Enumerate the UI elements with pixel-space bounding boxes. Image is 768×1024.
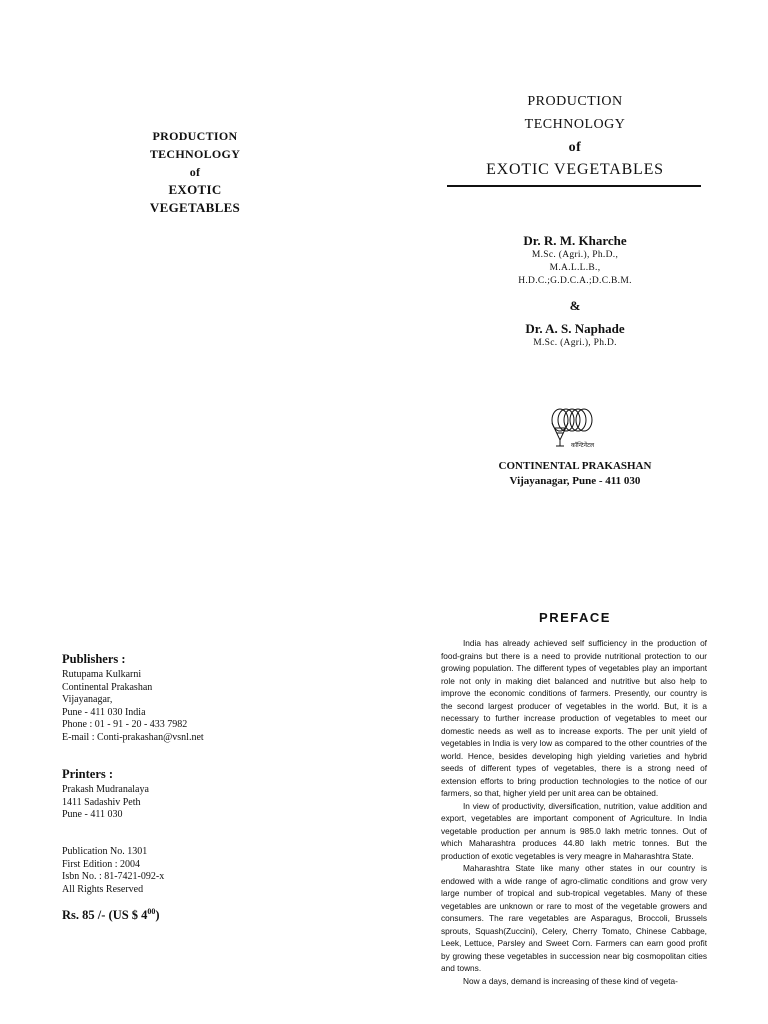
publishers-line: Vijayanagar, <box>62 694 113 705</box>
printers-line: 1411 Sadashiv Peth <box>62 796 141 808</box>
title-line: of <box>568 140 582 155</box>
publication-line: First Edition : 2004 <box>62 858 141 870</box>
publishers-line: Pune - 411 030 India <box>62 706 146 718</box>
publishers-line: Phone : 01 - 91 - 20 - 433 7982 <box>62 719 188 730</box>
title-rule <box>447 185 701 187</box>
half-title-line: EXOTIC <box>168 182 222 197</box>
publisher-block <box>440 459 710 489</box>
ampersand: & <box>569 298 581 313</box>
author-qualification: M.Sc. (Agri.), Ph.D., <box>531 250 619 260</box>
author-name: Dr. R. M. Kharche <box>523 233 627 248</box>
printers-section <box>62 767 149 822</box>
title-block <box>440 90 710 181</box>
price <box>62 907 160 923</box>
half-title <box>95 127 295 217</box>
printers-line: Pune - 411 030 <box>62 809 123 820</box>
half-title-line: of <box>189 165 201 179</box>
half-title-line: VEGETABLES <box>149 200 241 215</box>
author-name: Dr. A. S. Naphade <box>525 321 625 336</box>
author-qualification: M.A.L.L.B., <box>549 263 601 273</box>
title-main: EXOTIC VEGETABLES <box>486 161 664 178</box>
price-text: Rs. 85 /- (US $ 4 <box>62 908 148 923</box>
price-cents: 00 <box>147 907 156 916</box>
publication-line: All Rights Reserved <box>62 883 144 895</box>
publication-line: Isbn No. : 81-7421-092-x <box>62 871 165 882</box>
title-line: TECHNOLOGY <box>524 117 626 132</box>
author-qualification: M.Sc. (Agri.), Ph.D. <box>533 338 617 348</box>
preface-paragraph: In view of productivity, diversification, nutrition, value addition and export, vegetables are important component of Agriculture. In India vegetable production per annum is 985.0 lakh metric tonnes. Out of which Maharashtra produces 44.80 lakh metric tonnes. But the production of exotic vegetables is very meagre in Maharashtra State. <box>441 800 707 861</box>
preface-paragraph: Now a days, demand is increasing of these kind of vegeta- <box>463 975 678 986</box>
logo-text: कॉन्टिनेंटल <box>571 442 595 449</box>
publishers-section <box>62 652 204 744</box>
publishers-heading: Publishers : <box>62 652 126 666</box>
publishers-line: Continental Prakashan <box>62 681 153 693</box>
printers-heading: Printers : <box>62 767 114 781</box>
publishers-line: Rutupama Kulkarni <box>62 669 142 680</box>
printers-line: Prakash Mudranalaya <box>62 784 149 795</box>
publisher-logo-icon <box>546 406 606 450</box>
title-line: PRODUCTION <box>527 94 623 109</box>
half-title-line: TECHNOLOGY <box>149 147 241 161</box>
preface-body <box>441 637 707 987</box>
publisher-address: Vijayanagar, Pune - 411 030 <box>509 475 641 487</box>
publication-details <box>62 846 164 896</box>
price-close: ) <box>155 908 160 923</box>
publisher-name: CONTINENTAL PRAKASHAN <box>498 460 652 472</box>
publishers-email: E-mail : Conti-prakashan@vsnl.net <box>62 731 204 743</box>
author-qualification: H.D.C.;G.D.C.A.;D.C.B.M. <box>518 276 632 286</box>
preface-title: PREFACE <box>539 610 611 625</box>
half-title-line: PRODUCTION <box>152 129 238 143</box>
publication-line: Publication No. 1301 <box>62 846 148 857</box>
preface-paragraph: India has already achieved self sufficiency in the production of food-grains but there is a need to provide nutritional protection to our growing population. The different types of vegetables play an important role not only in making diet balanced and nutritive but also help to improve the economic conditions of farmers. Presently, our country is the second largest producer of vegetables in the world. But, it is a necessary to further increase production of vegetables to meet our domestic needs as well as to increase exports. The per unit yield of vegetables in India is very low as compared to the other countries of the world. Hence, besides developing high yielding varieties and hybrid seeds of different types of vegetables, there is a strong need of extension efforts to bring production technologies to the notice of our farmers, so that, higher yield per unit area can be obtained. <box>441 638 707 798</box>
authors-block <box>440 232 710 350</box>
preface-paragraph: Maharashtra State like many other states in our country is endowed with a wide range of agro-climatic conditions and grow very large number of tropical and sub-tropical vegetables. Many of these vegetables are unknown or rare to most of the vegetable growers and consumers. The rare vegetables are Asparagus, Broccoli, Brussels sprouts, Squash(Zuccini), Celery, Cherry Tomato, Chinese Cabbage, Leek, Lettuce, Parsley and Sweet Corn. Farmers can earn good profit by growing these vegetables in succession near big cosmopolitan cities and towns. <box>441 863 707 973</box>
